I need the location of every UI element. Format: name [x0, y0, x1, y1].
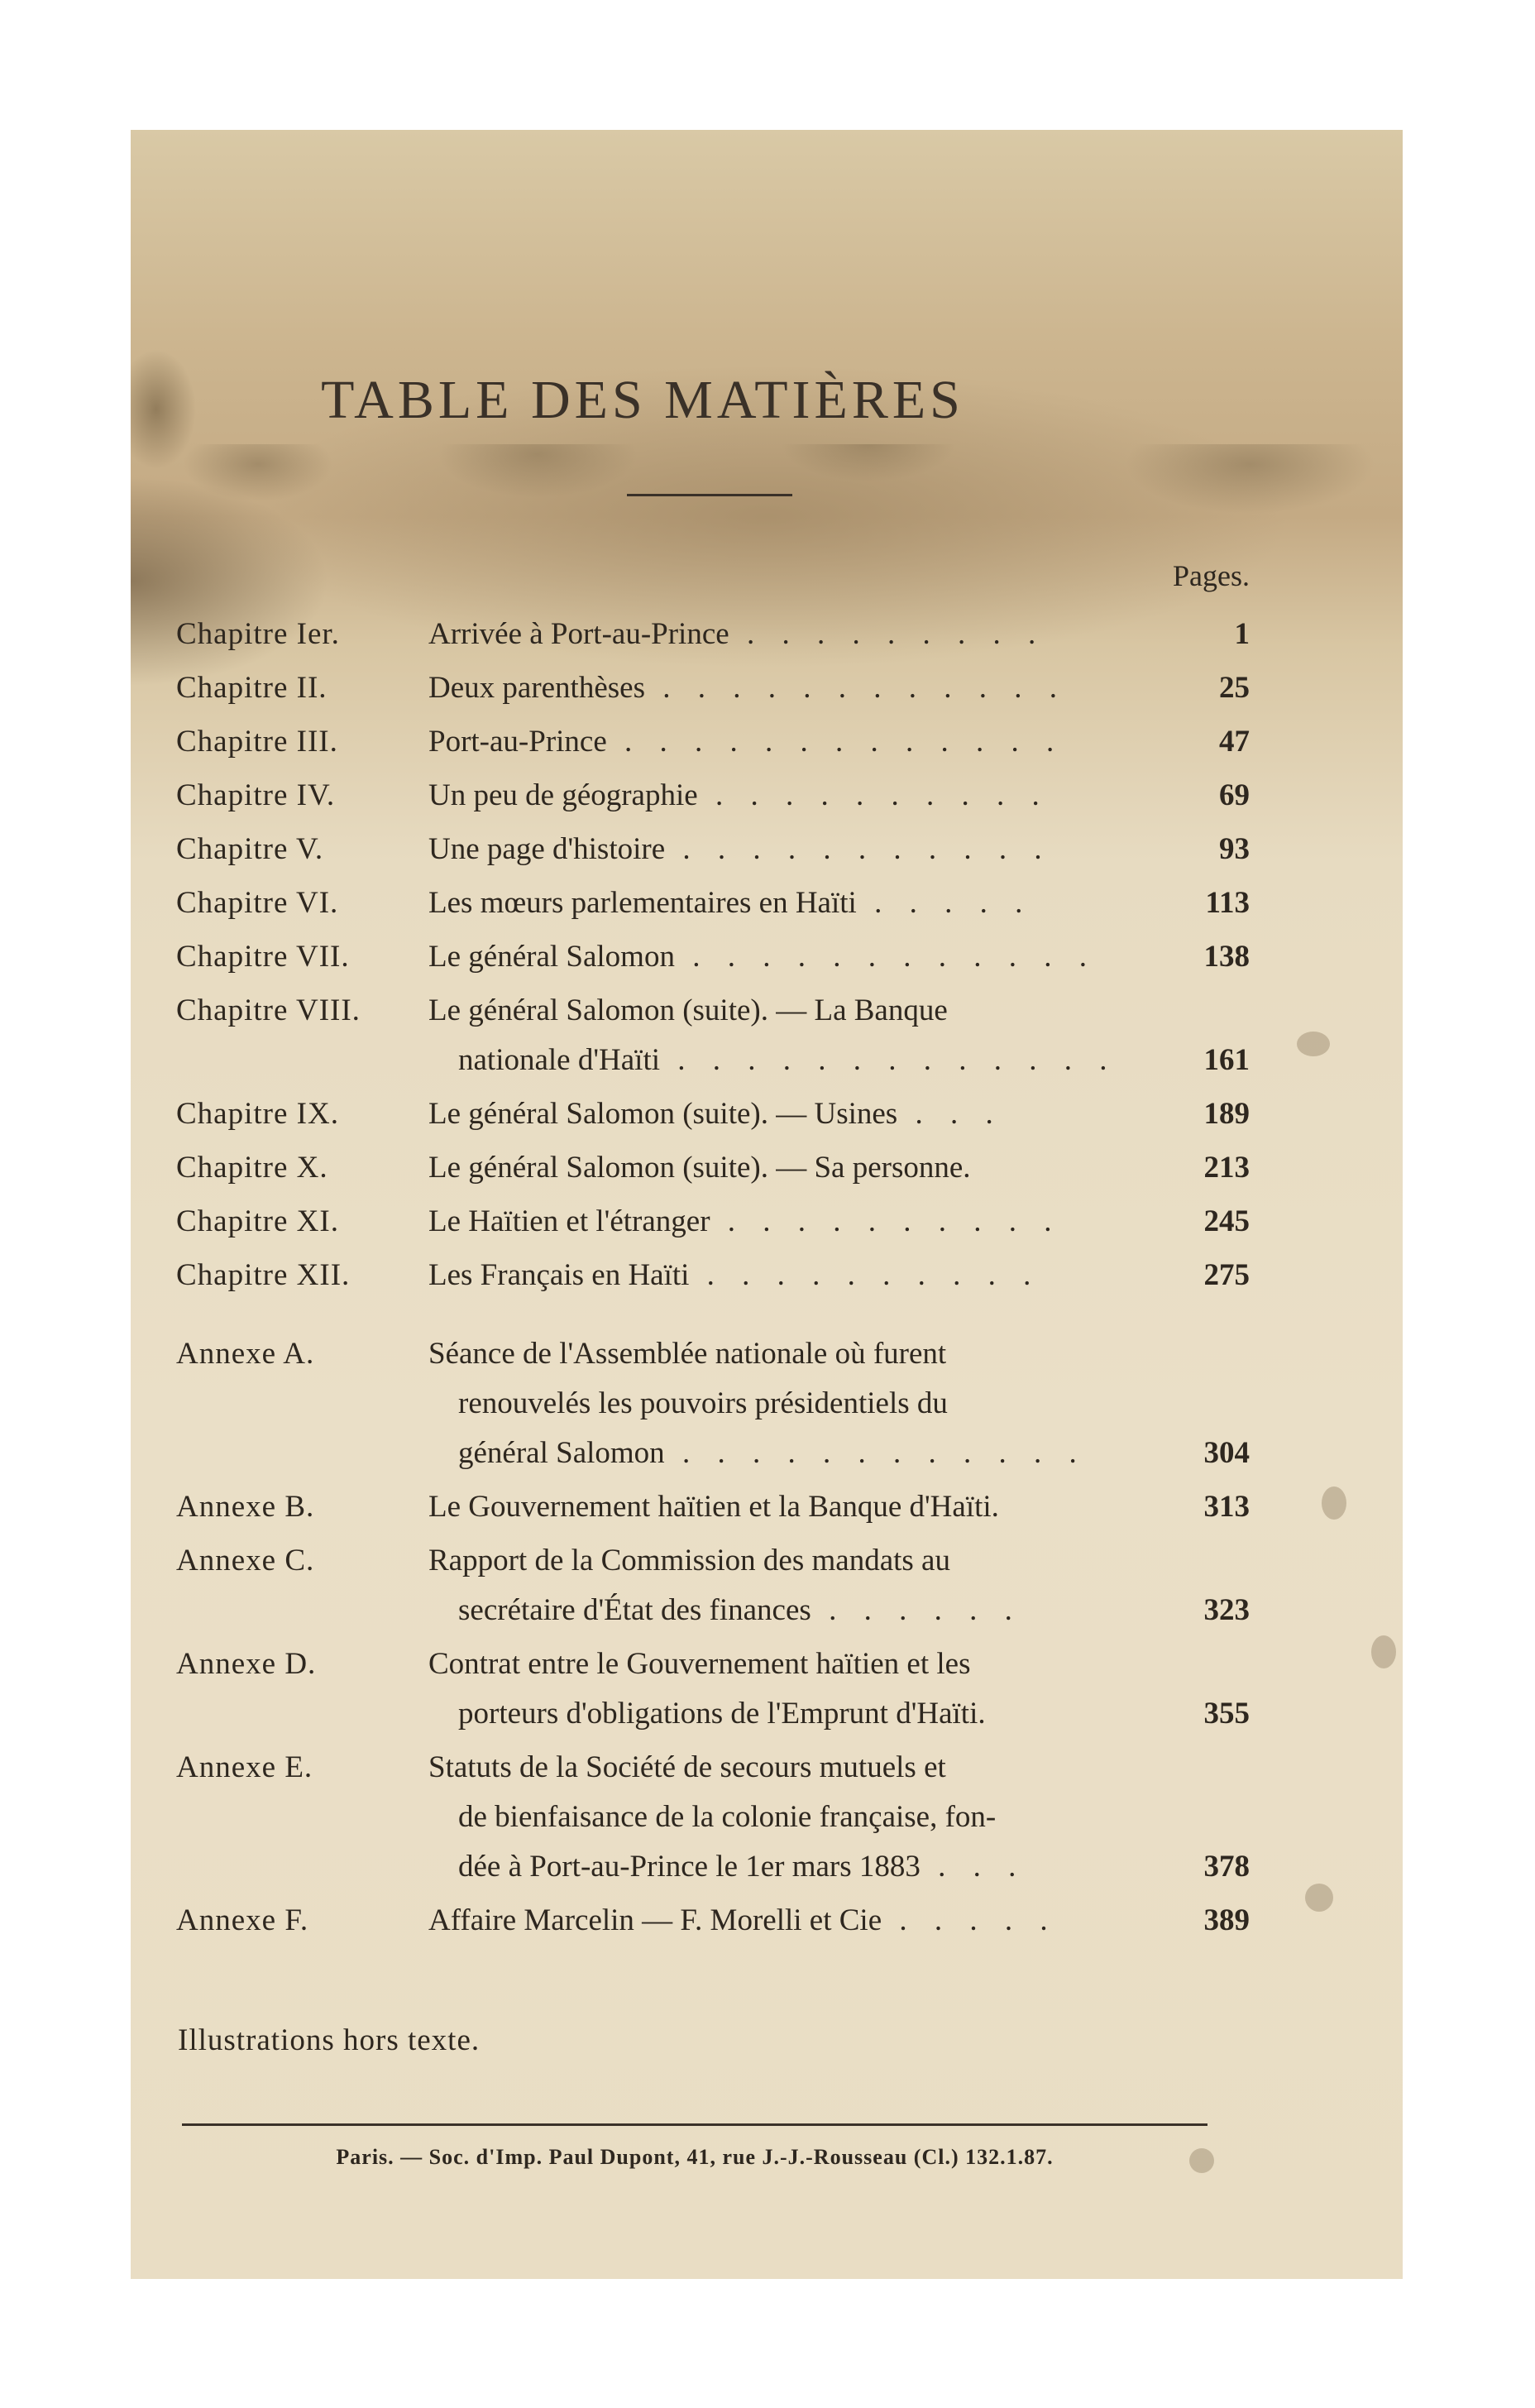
leader-dots: . . . . . . . . . . — [689, 1258, 1041, 1292]
page-number: 313 — [1203, 1490, 1250, 1524]
foxing-spot — [1297, 1032, 1330, 1056]
entry-line: porteurs d'obligations de l'Emprunt d'Haïti. — [458, 1697, 986, 1731]
printer-imprint: Paris. — Soc. d'Imp. Paul Dupont, 41, rue J.-J.-Rousseau (Cl.) 132.1.87. — [336, 2145, 1054, 2169]
footer-divider — [182, 2123, 1207, 2126]
entry-line: de bienfaisance de la colonie française, fon- — [458, 1800, 997, 1834]
entry-line: Une page d'histoire . . . . . . . . . . . — [428, 832, 1052, 866]
entry-title — [428, 986, 1148, 1085]
page-number: 304 — [1203, 1436, 1250, 1470]
page-number: 389 — [1203, 1903, 1250, 1937]
leader-dots: . . . . . . . . . . . . — [664, 1436, 1087, 1470]
chapter-label: Chapitre III. — [176, 725, 338, 759]
chapter-label: Chapitre V. — [176, 832, 324, 866]
leader-dots: . . . . . . . . . . — [697, 778, 1050, 812]
leader-dots: . . . . . . . . . . . — [665, 832, 1052, 866]
page-number: 93 — [1219, 832, 1250, 866]
chapter-label: Chapitre II. — [176, 671, 328, 705]
entry-line: Un peu de géographie . . . . . . . . . . — [428, 778, 1050, 812]
page-number: 161 — [1203, 1043, 1250, 1077]
entry-title — [428, 663, 1148, 713]
chapter-label: Chapitre VI. — [176, 886, 339, 920]
entry-line: dée à Port-au-Prince le 1er mars 1883 . . . — [458, 1850, 1026, 1884]
entry-title — [428, 610, 1148, 659]
entry-title — [428, 1089, 1148, 1139]
entry-title — [428, 1743, 1148, 1892]
chapter-label: Chapitre VIII. — [176, 993, 361, 1027]
leader-dots: . . . . . . . . . . . . — [674, 940, 1097, 974]
entry-line: Contrat entre le Gouvernement haïtien et les — [428, 1647, 971, 1681]
entry-line: Statuts de la Société de secours mutuels et — [428, 1750, 946, 1784]
leader-dots: . . . . . — [882, 1903, 1058, 1937]
page-number: 323 — [1203, 1593, 1250, 1627]
title-divider — [627, 494, 792, 496]
entry-title — [428, 1251, 1148, 1300]
entry-line: Affaire Marcelin — F. Morelli et Cie . . . . . — [428, 1903, 1058, 1937]
leader-dots: . . . . . — [856, 886, 1033, 920]
entry-title — [428, 1482, 1148, 1532]
chapter-label: Chapitre XII. — [176, 1258, 351, 1292]
entry-title — [428, 932, 1148, 982]
entry-title — [428, 1536, 1148, 1635]
annex-label: Annexe C. — [176, 1544, 315, 1577]
entry-line: Le général Salomon (suite). — Sa personne. — [428, 1151, 971, 1185]
leader-dots: . . . . . . . . . . . . . — [606, 725, 1064, 759]
leader-dots: . . . . . . . . . . — [710, 1204, 1062, 1238]
page-title: TABLE DES MATIÈRES — [321, 370, 964, 430]
entry-line: Deux parenthèses . . . . . . . . . . . . — [428, 671, 1067, 705]
entry-line: Les mœurs parlementaires en Haïti . . . . . — [428, 886, 1033, 920]
page-number: 1 — [1234, 617, 1250, 651]
annex-label: Annexe F. — [176, 1903, 309, 1937]
entry-line: Les Français en Haïti . . . . . . . . . . — [428, 1258, 1041, 1292]
entry-line: renouvelés les pouvoirs présidentiels du — [458, 1386, 948, 1420]
chapter-label: Chapitre VII. — [176, 940, 350, 974]
entry-line: Rapport de la Commission des mandats au — [428, 1544, 950, 1577]
chapter-label: Chapitre Ier. — [176, 617, 340, 651]
entry-title — [428, 1197, 1148, 1247]
entry-title — [428, 878, 1148, 928]
annex-label: Annexe D. — [176, 1647, 317, 1681]
page-number: 355 — [1203, 1697, 1250, 1731]
leader-dots: . . . — [897, 1097, 1003, 1131]
entry-line: Port-au-Prince . . . . . . . . . . . . . — [428, 725, 1064, 759]
page-number: 378 — [1203, 1850, 1250, 1884]
page-number: 138 — [1203, 940, 1250, 974]
book-page — [131, 130, 1403, 2279]
annex-label: Annexe A. — [176, 1337, 315, 1371]
entry-title — [428, 825, 1148, 874]
entry-line: Le général Salomon . . . . . . . . . . . . — [428, 940, 1097, 974]
entry-title — [428, 1329, 1148, 1478]
entry-title — [428, 1640, 1148, 1739]
chapter-label: Chapitre XI. — [176, 1204, 339, 1238]
illustrations-note: Illustrations hors texte. — [178, 2023, 481, 2057]
page-number: 69 — [1219, 778, 1250, 812]
annex-label: Annexe B. — [176, 1490, 315, 1524]
entry-line: nationale d'Haïti . . . . . . . . . . . . . — [458, 1043, 1117, 1077]
page-number: 189 — [1203, 1097, 1250, 1131]
entry-title — [428, 1896, 1148, 1946]
foxing-spot — [1305, 1884, 1333, 1912]
page-number: 47 — [1219, 725, 1250, 759]
pages-column-heading: Pages. — [1173, 559, 1250, 592]
chapter-label: Chapitre IX. — [176, 1097, 339, 1131]
page-number: 245 — [1203, 1204, 1250, 1238]
entry-line: Le général Salomon (suite). — La Banque — [428, 993, 948, 1027]
entry-title — [428, 1143, 1148, 1193]
page-number: 113 — [1205, 886, 1250, 920]
foxing-spot — [1322, 1486, 1346, 1520]
annex-label: Annexe E. — [176, 1750, 313, 1784]
entry-line: Le Haïtien et l'étranger . . . . . . . . . . — [428, 1204, 1062, 1238]
chapter-label: Chapitre X. — [176, 1151, 328, 1185]
page-number: 275 — [1203, 1258, 1250, 1292]
entry-line: Arrivée à Port-au-Prince . . . . . . . . . — [428, 617, 1046, 651]
leader-dots: . . . . . . . . . . . . . — [660, 1043, 1117, 1077]
leader-dots: . . . . . . — [811, 1593, 1022, 1627]
leader-dots: . . . . . . . . . — [729, 617, 1046, 651]
entry-line: secrétaire d'État des finances . . . . . . — [458, 1593, 1022, 1627]
entry-line: Séance de l'Assemblée nationale où furent — [428, 1337, 947, 1371]
entry-title — [428, 771, 1148, 821]
entry-line: Le général Salomon (suite). — Usines . . . — [428, 1097, 1003, 1131]
page-number: 25 — [1219, 671, 1250, 705]
leader-dots: . . . . . . . . . . . . — [644, 671, 1067, 705]
entry-line: Le Gouvernement haïtien et la Banque d'Haïti. — [428, 1490, 999, 1524]
foxing-spot — [1371, 1635, 1396, 1668]
page-number: 213 — [1203, 1151, 1250, 1185]
entry-title — [428, 717, 1148, 767]
chapter-label: Chapitre IV. — [176, 778, 336, 812]
leader-dots: . . . — [920, 1850, 1026, 1884]
entry-line: général Salomon . . . . . . . . . . . . — [458, 1436, 1087, 1470]
